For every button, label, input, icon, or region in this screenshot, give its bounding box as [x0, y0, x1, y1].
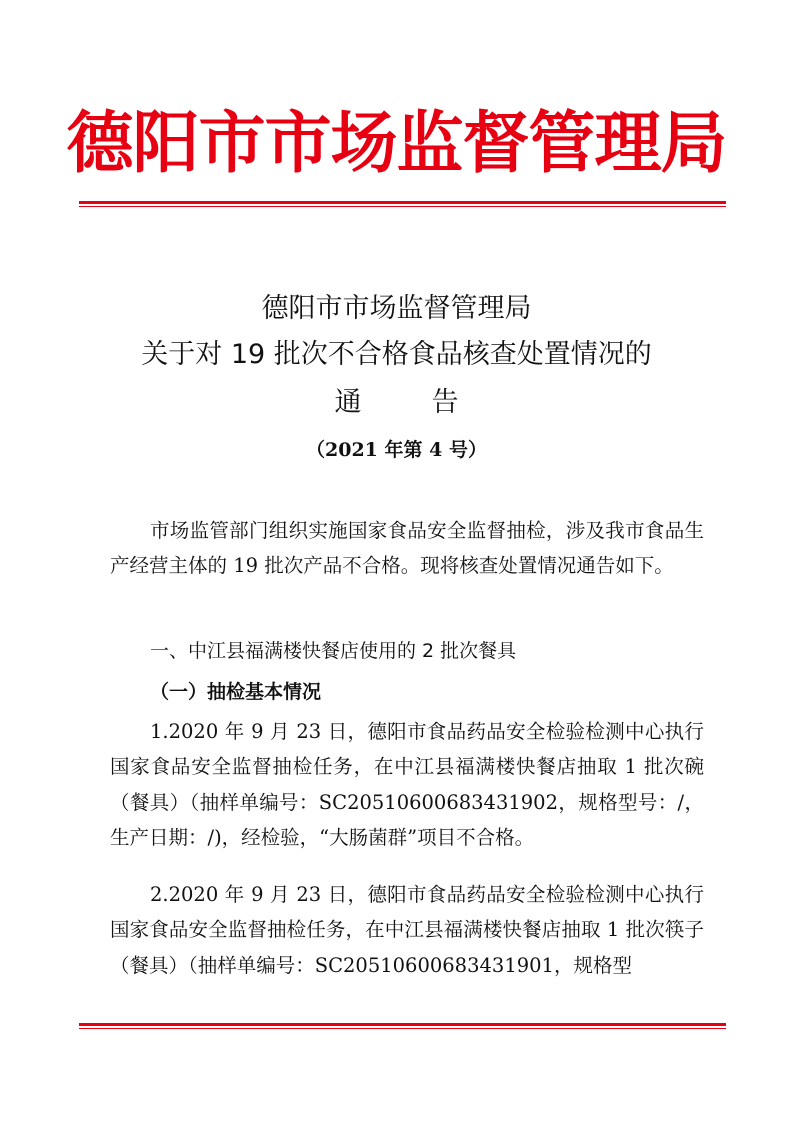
footer-red-rule [79, 1023, 726, 1029]
red-rule-thick-line [79, 1023, 726, 1026]
inspection-item-1: 1.2020 年 9 月 23 日，德阳市食品药品安全检验检测中心执行国家食品安全监督抽检任务，在中江县福满楼快餐店抽取 1 批次碗（餐具）（抽样单编号：SC20510600683431902，规格型号：/，生产日期：/)，经检验，“大肠菌群”项目不合格。 [110, 720, 704, 850]
notice-title-line-2: 关于对 19 批次不合格食品核查处置情况的 [141, 339, 652, 370]
document-number: （2021 年第 4 号） [306, 439, 487, 461]
notice-title-line-3 [0, 385, 793, 421]
notice-title-line-1: 德阳市市场监督管理局 [261, 293, 532, 324]
intro-paragraph: 市场监管部门组织实施国家食品安全监督抽检，涉及我市食品生产经营主体的 19 批次产品不合格。现将核查处置情况通告如下。 [110, 519, 704, 578]
notice-title-word-1: 通 [334, 387, 362, 418]
red-rule-thin-line [79, 206, 726, 207]
notice-title-word-2: 告 [431, 387, 459, 418]
inspection-item-2: 2.2020 年 9 月 23 日，德阳市食品药品安全检验检测中心执行国家食品安全监督抽检任务，在中江县福满楼快餐店抽取 1 批次筷子（餐具）（抽样单编号：SC20510600683431901，规格型 [110, 883, 704, 977]
red-rule-thick-line [79, 201, 726, 204]
red-rule-thin-line [79, 1028, 726, 1029]
masthead-red-rule [79, 201, 726, 207]
section-1-heading: 一、中江县福满楼快餐店使用的 2 批次餐具 [150, 640, 517, 662]
agency-masthead: 德阳市市场监督管理局 [66, 104, 727, 182]
subsection-1-heading: （一）抽检基本情况 [150, 681, 322, 703]
